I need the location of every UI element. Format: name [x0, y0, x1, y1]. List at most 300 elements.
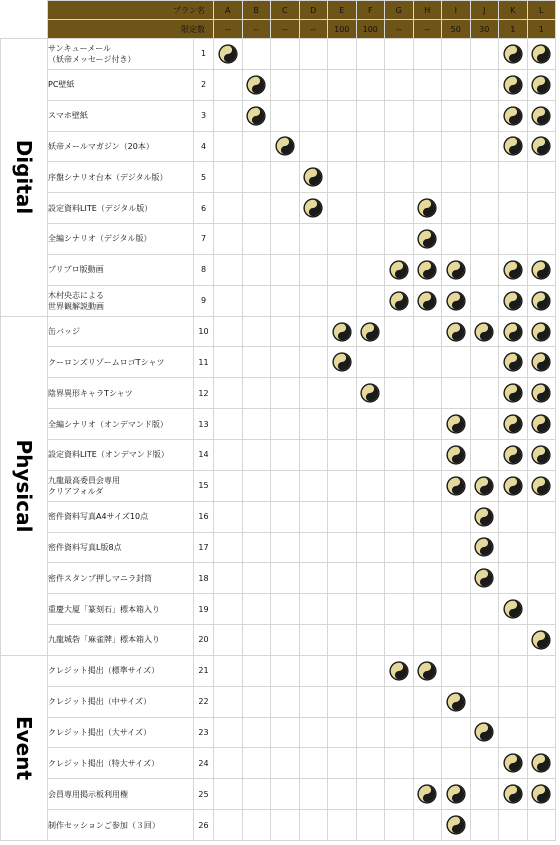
plan-cell-b: [242, 378, 271, 409]
plan-cell-e: [328, 686, 357, 717]
plan-cell-d: [299, 254, 328, 285]
plan-cell-g: [385, 69, 414, 100]
plan-cell-k: [499, 717, 528, 748]
plan-cell-k: [499, 162, 528, 193]
plan-cell-g: [385, 316, 414, 347]
item-label-line: クリアフォルダ: [48, 486, 104, 496]
plan-cell-b: [242, 594, 271, 625]
plan-cell-d: [299, 39, 328, 70]
plan-cell-i: [442, 501, 471, 532]
yin-yang-icon: [389, 291, 409, 311]
plan-cell-k: [499, 686, 528, 717]
plan-cell-b: [242, 748, 271, 779]
plan-cell-e: [328, 409, 357, 440]
plan-cell-c: [271, 69, 300, 100]
item-label: [48, 779, 194, 810]
item-row: [1, 563, 556, 594]
plan-cell-a: [214, 100, 243, 131]
plan-cell-e: [328, 717, 357, 748]
plan-cell-g: [385, 347, 414, 378]
plan-header-i: I: [442, 1, 471, 20]
yin-yang-icon: [531, 291, 551, 311]
plan-cell-i: [442, 378, 471, 409]
plan-cell-c: [271, 100, 300, 131]
plan-cell-g: [385, 39, 414, 70]
plan-cell-k: [499, 563, 528, 594]
plan-cell-d: [299, 748, 328, 779]
plan-cell-d: [299, 131, 328, 162]
yin-yang-icon: [303, 198, 323, 218]
yin-yang-icon: [531, 753, 551, 773]
plan-cell-c: [271, 563, 300, 594]
plan-cell-k: [499, 285, 528, 316]
item-label: [48, 686, 194, 717]
yin-yang-icon: [446, 784, 466, 804]
plan-header-e: E: [328, 1, 357, 20]
plan-cell-j: [470, 501, 499, 532]
plan-cell-h: [413, 131, 442, 162]
plan-cell-k: [499, 131, 528, 162]
plan-cell-a: [214, 131, 243, 162]
item-label-line: 妖帝メールマガジン（20本）: [48, 141, 154, 151]
plan-cell-g: [385, 748, 414, 779]
item-number: 26: [194, 810, 214, 841]
plan-cell-i: [442, 439, 471, 470]
limit-d: --: [299, 20, 328, 39]
plan-cell-c: [271, 439, 300, 470]
plan-cell-h: [413, 439, 442, 470]
plan-cell-c: [271, 254, 300, 285]
plan-cell-d: [299, 594, 328, 625]
item-label-line: 全編シナリオ（デジタル版）: [48, 234, 152, 244]
plan-cell-c: [271, 193, 300, 224]
item-number: 3: [194, 100, 214, 131]
item-number: 20: [194, 625, 214, 656]
plan-cell-j: [470, 254, 499, 285]
item-row: [1, 439, 556, 470]
item-label-line: 陰界異形キャラTシャツ: [48, 388, 133, 398]
plan-cell-d: [299, 69, 328, 100]
plan-name-header-row: [1, 1, 556, 20]
plan-cell-e: [328, 594, 357, 625]
yin-yang-icon: [474, 507, 494, 527]
plan-cell-a: [214, 285, 243, 316]
item-number: 25: [194, 779, 214, 810]
plan-cell-h: [413, 162, 442, 193]
plan-cell-l: [527, 316, 556, 347]
plan-cell-f: [356, 409, 385, 440]
item-label: [48, 409, 194, 440]
plan-cell-k: [499, 779, 528, 810]
plan-cell-h: [413, 501, 442, 532]
plan-cell-b: [242, 686, 271, 717]
plan-cell-h: [413, 69, 442, 100]
plan-cell-i: [442, 717, 471, 748]
yin-yang-icon: [417, 260, 437, 280]
plan-cell-d: [299, 563, 328, 594]
plan-cell-e: [328, 439, 357, 470]
section-title: Digital: [12, 140, 36, 215]
plan-cell-b: [242, 655, 271, 686]
plan-cell-h: [413, 224, 442, 255]
plan-cell-l: [527, 594, 556, 625]
plan-cell-f: [356, 131, 385, 162]
plan-cell-h: [413, 100, 442, 131]
plan-cell-b: [242, 69, 271, 100]
plan-cell-l: [527, 501, 556, 532]
plan-cell-d: [299, 779, 328, 810]
plan-cell-e: [328, 285, 357, 316]
plan-cell-h: [413, 779, 442, 810]
plan-cell-j: [470, 347, 499, 378]
item-label: [48, 193, 194, 224]
yin-yang-icon: [246, 106, 266, 126]
plan-cell-j: [470, 594, 499, 625]
plan-cell-e: [328, 316, 357, 347]
plan-cell-k: [499, 532, 528, 563]
yin-yang-icon: [531, 322, 551, 342]
plan-cell-a: [214, 563, 243, 594]
limit-h: --: [413, 20, 442, 39]
plan-cell-d: [299, 810, 328, 841]
item-label-line: 設定資料LITE（オンデマンド版）: [48, 450, 169, 460]
plan-cell-j: [470, 224, 499, 255]
plan-cell-a: [214, 532, 243, 563]
item-number: 4: [194, 131, 214, 162]
plan-header-a: A: [214, 1, 243, 20]
plan-cell-k: [499, 501, 528, 532]
plan-cell-j: [470, 686, 499, 717]
plan-cell-b: [242, 162, 271, 193]
plan-cell-l: [527, 285, 556, 316]
plan-cell-c: [271, 39, 300, 70]
plan-cell-b: [242, 316, 271, 347]
limit-i: 50: [442, 20, 471, 39]
plan-cell-j: [470, 717, 499, 748]
item-label-line: 世界観解説動画: [48, 301, 104, 311]
plan-cell-i: [442, 162, 471, 193]
plan-header-g: G: [385, 1, 414, 20]
yin-yang-icon: [417, 229, 437, 249]
plan-cell-b: [242, 39, 271, 70]
yin-yang-icon: [531, 136, 551, 156]
plan-cell-j: [470, 409, 499, 440]
plan-cell-f: [356, 69, 385, 100]
plan-cell-l: [527, 100, 556, 131]
plan-cell-h: [413, 563, 442, 594]
plan-cell-l: [527, 686, 556, 717]
plan-cell-a: [214, 594, 243, 625]
plan-cell-f: [356, 316, 385, 347]
plan-cell-i: [442, 131, 471, 162]
yin-yang-icon: [332, 352, 352, 372]
item-number: 19: [194, 594, 214, 625]
plan-cell-j: [470, 810, 499, 841]
yin-yang-icon: [503, 445, 523, 465]
plan-cell-i: [442, 594, 471, 625]
yin-yang-icon: [446, 322, 466, 342]
yin-yang-icon: [531, 445, 551, 465]
plan-cell-f: [356, 748, 385, 779]
item-row: [1, 100, 556, 131]
limit-j: 30: [470, 20, 499, 39]
plan-cell-e: [328, 254, 357, 285]
item-label-line: クーロンズリゾームロゴTシャツ: [48, 357, 165, 367]
plan-cell-k: [499, 409, 528, 440]
plan-cell-j: [470, 439, 499, 470]
plan-cell-f: [356, 100, 385, 131]
yin-yang-icon: [503, 106, 523, 126]
yin-yang-icon: [503, 599, 523, 619]
plan-cell-g: [385, 470, 414, 501]
item-number: 6: [194, 193, 214, 224]
plan-cell-g: [385, 779, 414, 810]
plan-cell-k: [499, 254, 528, 285]
plan-cell-a: [214, 501, 243, 532]
item-label-line: （妖帝メッセージ付き）: [48, 54, 136, 64]
plan-cell-i: [442, 100, 471, 131]
plan-cell-f: [356, 439, 385, 470]
item-label-line: クレジット掲出（標準サイズ）: [48, 666, 160, 676]
plan-cell-d: [299, 501, 328, 532]
yin-yang-icon: [417, 198, 437, 218]
yin-yang-icon: [531, 75, 551, 95]
item-row: [1, 625, 556, 656]
plan-cell-l: [527, 532, 556, 563]
limit-header-row: [1, 20, 556, 39]
plan-cell-f: [356, 717, 385, 748]
plan-cell-a: [214, 224, 243, 255]
item-row: [1, 285, 556, 316]
item-label-line: クレジット掲出（大サイズ）: [48, 727, 152, 737]
item-label: [48, 470, 194, 501]
plan-cell-l: [527, 39, 556, 70]
yin-yang-icon: [389, 661, 409, 681]
yin-yang-icon: [531, 784, 551, 804]
plan-cell-c: [271, 779, 300, 810]
plan-cell-h: [413, 378, 442, 409]
plan-cell-f: [356, 162, 385, 193]
plan-cell-i: [442, 532, 471, 563]
plan-cell-a: [214, 470, 243, 501]
yin-yang-icon: [332, 322, 352, 342]
item-label: [48, 748, 194, 779]
plan-cell-l: [527, 69, 556, 100]
plan-cell-e: [328, 779, 357, 810]
item-label-line: 制作セッションご参加（３回）: [48, 820, 160, 830]
item-row: [1, 409, 556, 440]
plan-cell-e: [328, 69, 357, 100]
plan-cell-k: [499, 100, 528, 131]
plan-cell-j: [470, 563, 499, 594]
yin-yang-icon: [474, 568, 494, 588]
plan-cell-l: [527, 439, 556, 470]
plan-cell-g: [385, 100, 414, 131]
plan-header-b: B: [242, 1, 271, 20]
plan-cell-e: [328, 563, 357, 594]
item-label: [48, 501, 194, 532]
item-number: 12: [194, 378, 214, 409]
plan-cell-h: [413, 532, 442, 563]
plan-cell-c: [271, 224, 300, 255]
yin-yang-icon: [446, 815, 466, 835]
item-row: [1, 748, 556, 779]
plan-cell-a: [214, 686, 243, 717]
plan-cell-e: [328, 532, 357, 563]
item-number: 24: [194, 748, 214, 779]
plan-cell-g: [385, 193, 414, 224]
item-label-line: クレジット掲出（特大サイズ）: [48, 758, 160, 768]
plan-cell-l: [527, 193, 556, 224]
plan-cell-h: [413, 810, 442, 841]
limit-f: 100: [356, 20, 385, 39]
item-row: [1, 378, 556, 409]
section-title: Event: [12, 715, 36, 780]
yin-yang-icon: [446, 414, 466, 434]
item-row: [1, 686, 556, 717]
plan-cell-c: [271, 285, 300, 316]
plan-header-k: K: [499, 1, 528, 20]
item-label: [48, 254, 194, 285]
limit-e: 100: [328, 20, 357, 39]
yin-yang-icon: [303, 167, 323, 187]
plan-cell-a: [214, 409, 243, 440]
plan-cell-d: [299, 439, 328, 470]
plan-cell-k: [499, 39, 528, 70]
plan-cell-d: [299, 224, 328, 255]
item-label-line: PC壁紙: [48, 80, 75, 90]
item-number: 23: [194, 717, 214, 748]
plan-cell-a: [214, 439, 243, 470]
yin-yang-icon: [531, 476, 551, 496]
plan-cell-d: [299, 162, 328, 193]
item-label: [48, 563, 194, 594]
item-number: 14: [194, 439, 214, 470]
item-label: [48, 131, 194, 162]
plan-cell-k: [499, 748, 528, 779]
plan-cell-g: [385, 131, 414, 162]
plan-cell-g: [385, 439, 414, 470]
plan-cell-a: [214, 316, 243, 347]
limit-a: --: [214, 20, 243, 39]
plan-cell-b: [242, 810, 271, 841]
plan-cell-a: [214, 717, 243, 748]
plan-cell-f: [356, 563, 385, 594]
item-label: [48, 439, 194, 470]
plan-cell-f: [356, 686, 385, 717]
plan-cell-g: [385, 409, 414, 440]
yin-yang-icon: [446, 291, 466, 311]
plan-header-l: L: [527, 1, 556, 20]
plan-cell-k: [499, 347, 528, 378]
plan-cell-b: [242, 224, 271, 255]
yin-yang-icon: [417, 661, 437, 681]
plan-cell-k: [499, 625, 528, 656]
plan-cell-c: [271, 748, 300, 779]
plan-cell-i: [442, 409, 471, 440]
plan-cell-b: [242, 347, 271, 378]
plan-cell-g: [385, 378, 414, 409]
item-number: 11: [194, 347, 214, 378]
plan-cell-c: [271, 131, 300, 162]
plan-cell-l: [527, 131, 556, 162]
item-label-line: 密件資料写真L版8点: [48, 542, 122, 552]
item-label-line: 密件資料写真A4サイズ10点: [48, 512, 149, 522]
item-label-line: 九龍最高委員会専用: [48, 475, 120, 485]
yin-yang-icon: [275, 136, 295, 156]
yin-yang-icon: [446, 476, 466, 496]
plan-cell-a: [214, 748, 243, 779]
plan-cell-j: [470, 655, 499, 686]
plan-cell-e: [328, 378, 357, 409]
item-row: [1, 470, 556, 501]
yin-yang-icon: [360, 322, 380, 342]
item-label: [48, 655, 194, 686]
plan-cell-j: [470, 162, 499, 193]
plan-cell-k: [499, 439, 528, 470]
plan-cell-h: [413, 254, 442, 285]
plan-cell-b: [242, 131, 271, 162]
plan-cell-j: [470, 470, 499, 501]
item-label: [48, 717, 194, 748]
plan-cell-b: [242, 285, 271, 316]
plan-cell-d: [299, 686, 328, 717]
plan-cell-e: [328, 100, 357, 131]
item-row: [1, 69, 556, 100]
plan-cell-c: [271, 316, 300, 347]
plan-cell-c: [271, 686, 300, 717]
plan-cell-a: [214, 378, 243, 409]
plan-cell-e: [328, 162, 357, 193]
plan-cell-f: [356, 347, 385, 378]
plan-cell-l: [527, 378, 556, 409]
plan-cell-f: [356, 655, 385, 686]
yin-yang-icon: [446, 260, 466, 280]
plan-cell-b: [242, 779, 271, 810]
plan-cell-g: [385, 501, 414, 532]
plan-cell-c: [271, 378, 300, 409]
plan-cell-i: [442, 316, 471, 347]
yin-yang-icon: [218, 44, 238, 64]
plan-cell-f: [356, 378, 385, 409]
plan-cell-k: [499, 378, 528, 409]
plan-cell-d: [299, 378, 328, 409]
plan-cell-c: [271, 594, 300, 625]
plan-cell-f: [356, 254, 385, 285]
yin-yang-icon: [389, 260, 409, 280]
plan-cell-h: [413, 625, 442, 656]
plan-cell-l: [527, 717, 556, 748]
yin-yang-icon: [474, 476, 494, 496]
item-row: [1, 594, 556, 625]
plan-cell-l: [527, 347, 556, 378]
item-row: [1, 254, 556, 285]
plan-cell-i: [442, 810, 471, 841]
plan-cell-e: [328, 193, 357, 224]
yin-yang-icon: [446, 692, 466, 712]
plan-cell-h: [413, 470, 442, 501]
yin-yang-icon: [503, 383, 523, 403]
yin-yang-icon: [503, 414, 523, 434]
limit-c: --: [271, 20, 300, 39]
item-label-line: 密件スタンプ押しマニラ封筒: [48, 573, 152, 583]
plan-cell-h: [413, 717, 442, 748]
plan-cell-g: [385, 686, 414, 717]
plan-cell-a: [214, 810, 243, 841]
item-number: 17: [194, 532, 214, 563]
plan-cell-g: [385, 717, 414, 748]
plan-cell-j: [470, 285, 499, 316]
